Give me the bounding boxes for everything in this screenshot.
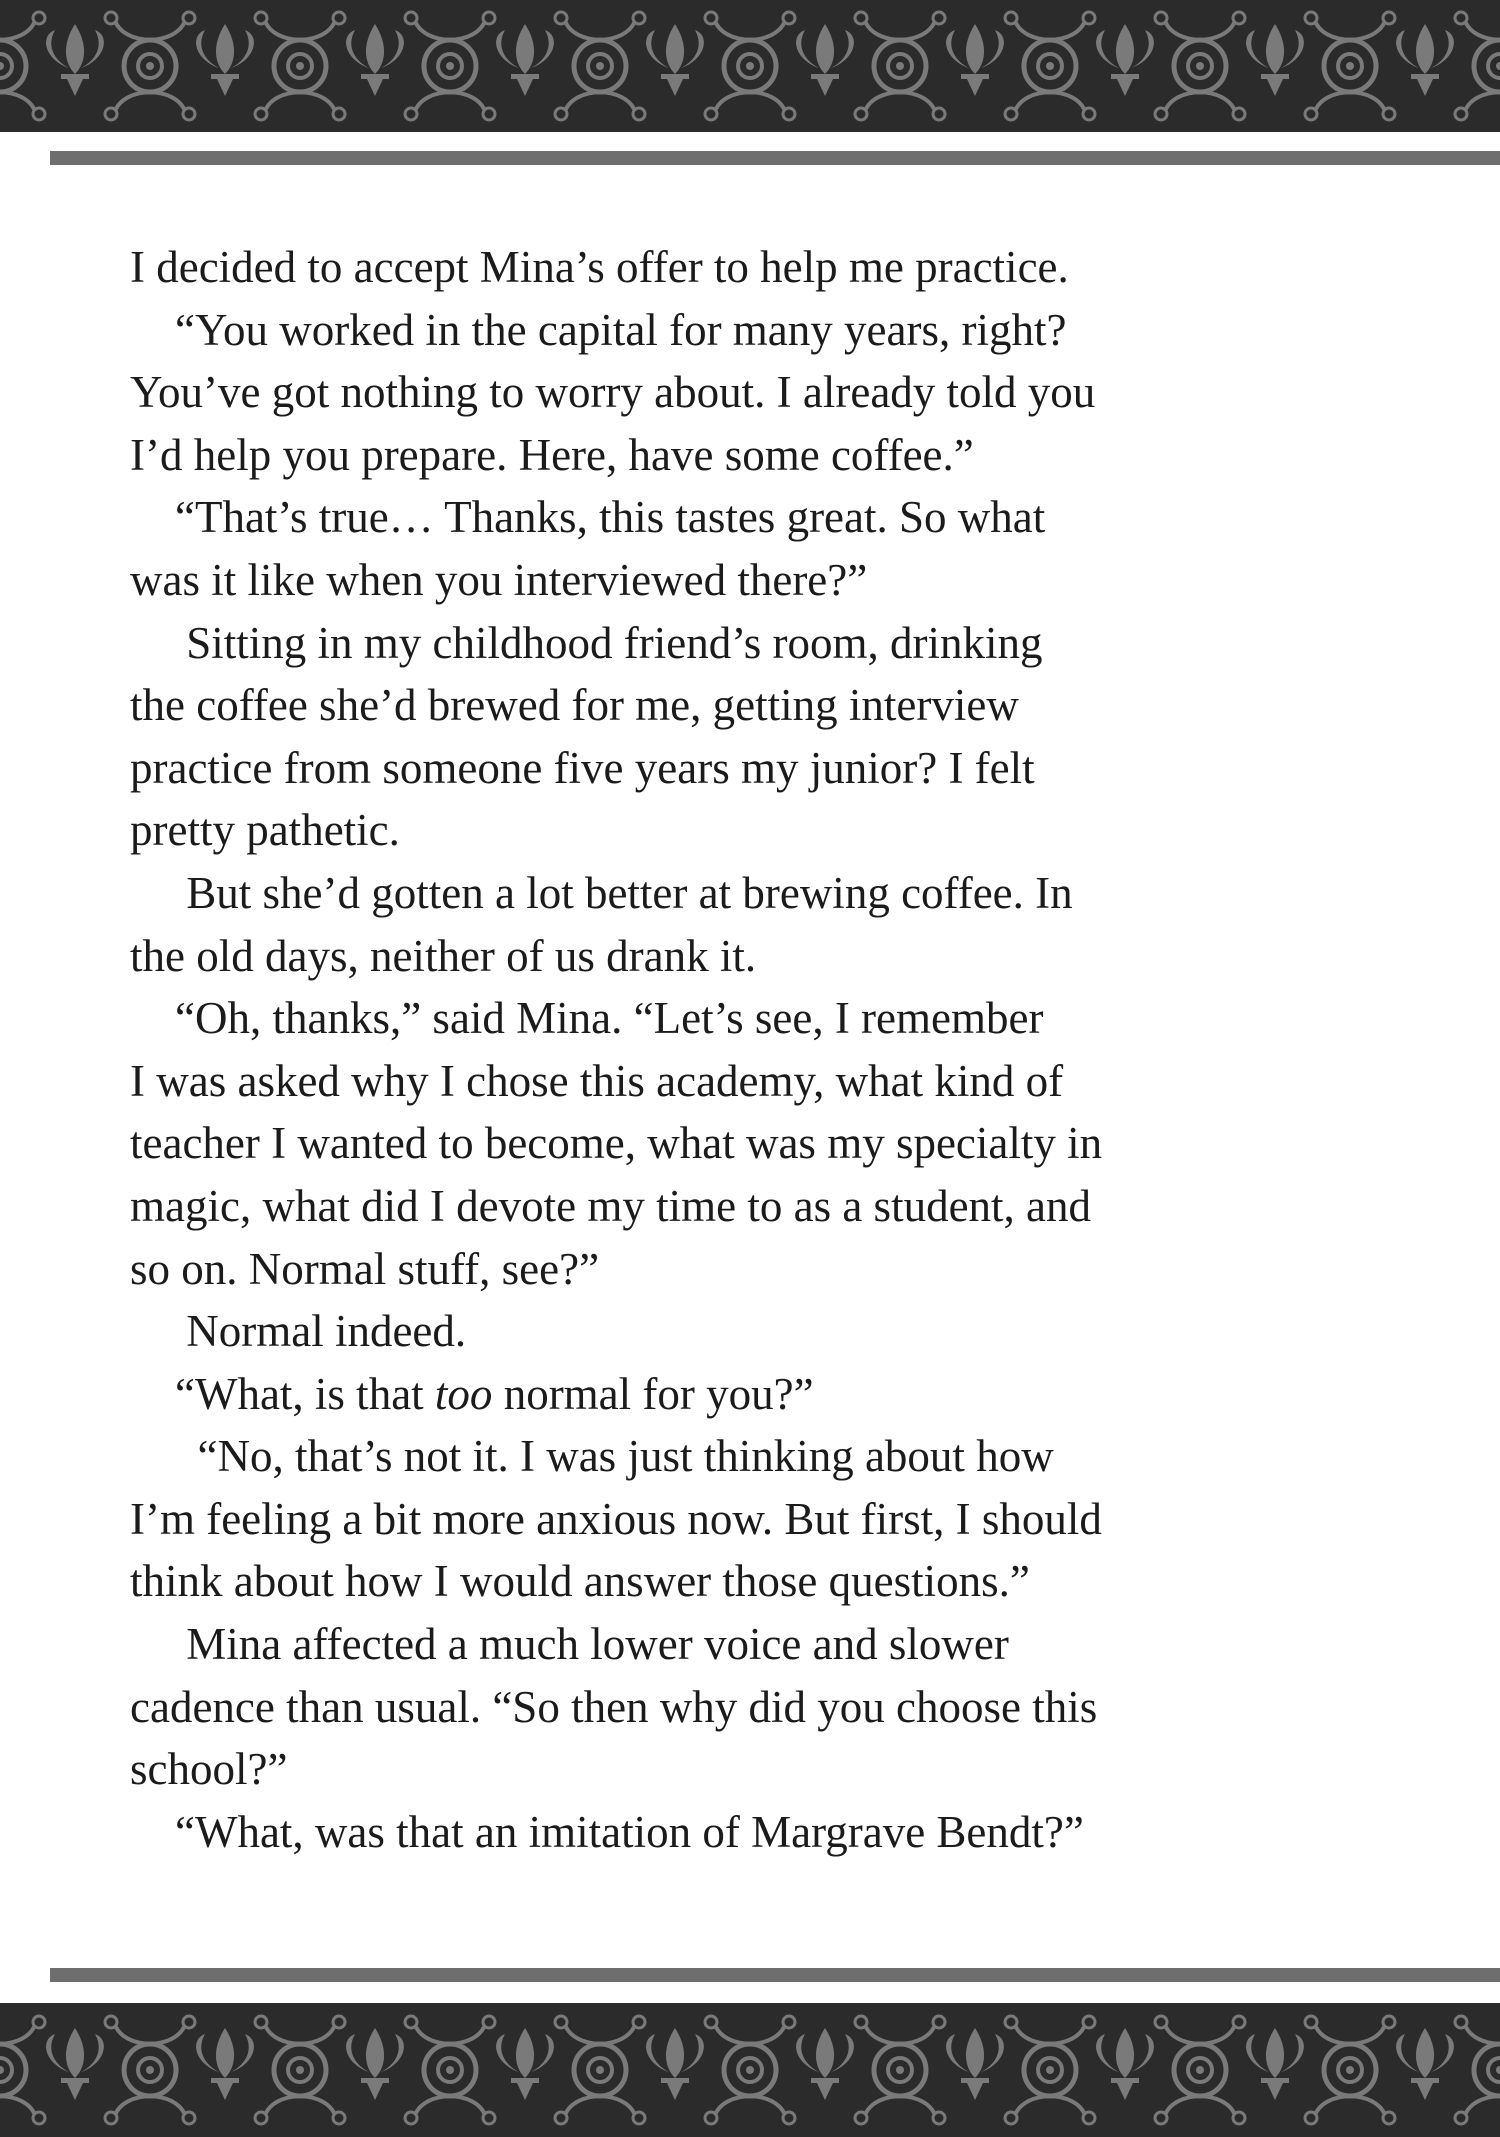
line-text: I’m feeling a bit more anxious now. But first, I should — [130, 1493, 1102, 1544]
line-text: school?” — [130, 1744, 288, 1795]
fleur-de-lis-icon — [1396, 12, 1500, 120]
text-line — [130, 299, 1370, 362]
fleur-de-lis-icon — [0, 12, 45, 120]
fleur-de-lis-icon — [496, 12, 645, 120]
text-line — [130, 1613, 1370, 1676]
text-line — [130, 1112, 1370, 1175]
fleur-de-lis-icon — [1396, 2016, 1500, 2124]
text-line — [130, 799, 1370, 862]
fleur-de-lis-icon — [196, 12, 345, 120]
line-text: Normal indeed. — [130, 1306, 467, 1357]
bottom-divider — [50, 1968, 1500, 1982]
text-line — [130, 549, 1370, 612]
text-line — [130, 1425, 1370, 1488]
text-line — [130, 1676, 1370, 1739]
text-line — [130, 1801, 1370, 1864]
line-text: But she’d gotten a lot better at brewing coffee. In — [130, 867, 1073, 918]
line-text: I’d help you prepare. Here, have some coffee.” — [130, 429, 974, 480]
fleur-de-lis-icon — [0, 2016, 45, 2124]
line-text: “That’s true… Thanks, this tastes great. So what — [130, 492, 1046, 543]
line-text: was it like when you interviewed there?” — [130, 554, 868, 605]
line-text: normal for you?” — [492, 1368, 814, 1419]
fleur-de-lis-icon — [196, 2016, 345, 2124]
line-text: “Oh, thanks,” said Mina. “Let’s see, I remember — [130, 993, 1044, 1044]
line-text: I was asked why I chose this academy, what kind of — [130, 1055, 1064, 1106]
line-text: Mina affected a much lower voice and slower — [130, 1619, 1009, 1670]
text-line — [130, 1550, 1370, 1613]
text-line — [130, 424, 1370, 487]
line-text: magic, what did I devote my time to as a student, and — [130, 1180, 1092, 1231]
damask-ornament-icon — [0, 2003, 1500, 2137]
line-text: pretty pathetic. — [130, 805, 400, 856]
line-text: I decided to accept Mina’s offer to help me practice. — [130, 242, 1069, 292]
text-line — [130, 1050, 1370, 1113]
text-line — [130, 987, 1370, 1050]
fleur-de-lis-icon — [1096, 2016, 1245, 2124]
fleur-de-lis-icon — [646, 2016, 795, 2124]
line-text: so on. Normal stuff, see?” — [130, 1243, 600, 1294]
top-damask-border — [0, 0, 1500, 132]
text-line — [130, 361, 1370, 424]
line-text: cadence than usual. “So then why did you choose this — [130, 1681, 1098, 1732]
fleur-de-lis-icon — [1096, 12, 1245, 120]
fleur-de-lis-icon — [1246, 2016, 1395, 2124]
text-line — [130, 1363, 1370, 1426]
text-line — [130, 925, 1370, 988]
fleur-de-lis-icon — [346, 2016, 495, 2124]
text-line — [130, 236, 1370, 299]
text-line — [130, 1738, 1370, 1801]
text-line — [130, 674, 1370, 737]
fleur-de-lis-icon — [346, 12, 495, 120]
text-line — [130, 1238, 1370, 1301]
line-text: “What, was that an imitation of Margrave Bendt?” — [130, 1806, 1084, 1857]
line-text: the old days, neither of us drank it. — [130, 930, 757, 981]
line-text: “No, that’s not it. I was just thinking about how — [130, 1431, 1054, 1482]
fleur-de-lis-icon — [1246, 12, 1395, 120]
bottom-damask-border — [0, 2003, 1500, 2137]
line-text: Sitting in my childhood friend’s room, drinking — [130, 617, 1043, 668]
text-line — [130, 737, 1370, 800]
fleur-de-lis-icon — [496, 2016, 645, 2124]
fleur-de-lis-icon — [946, 12, 1095, 120]
fleur-de-lis-icon — [646, 12, 795, 120]
text-line — [130, 1488, 1370, 1551]
emphasized-word: too — [434, 1368, 493, 1419]
text-line — [130, 486, 1370, 549]
line-text: practice from someone five years my junior? I felt — [130, 742, 1035, 793]
text-line — [130, 1300, 1370, 1363]
page-text — [130, 236, 1370, 1863]
line-text: “What, is that — [130, 1368, 435, 1419]
text-line — [130, 862, 1370, 925]
line-text: the coffee she’d brewed for me, getting interview — [130, 680, 1019, 731]
fleur-de-lis-icon — [46, 2016, 195, 2124]
top-divider — [50, 151, 1500, 165]
line-text: think about how I would answer those questions.” — [130, 1556, 1030, 1607]
line-text: “You worked in the capital for many years, right? — [130, 304, 1067, 355]
fleur-de-lis-icon — [796, 2016, 945, 2124]
fleur-de-lis-icon — [796, 12, 945, 120]
text-line — [130, 612, 1370, 675]
damask-ornament-icon — [0, 0, 1500, 132]
line-text: You’ve got nothing to worry about. I already told you — [130, 367, 1096, 418]
text-line — [130, 1175, 1370, 1238]
fleur-de-lis-icon — [946, 2016, 1095, 2124]
fleur-de-lis-icon — [46, 12, 195, 120]
line-text: teacher I wanted to become, what was my specialty in — [130, 1118, 1103, 1169]
